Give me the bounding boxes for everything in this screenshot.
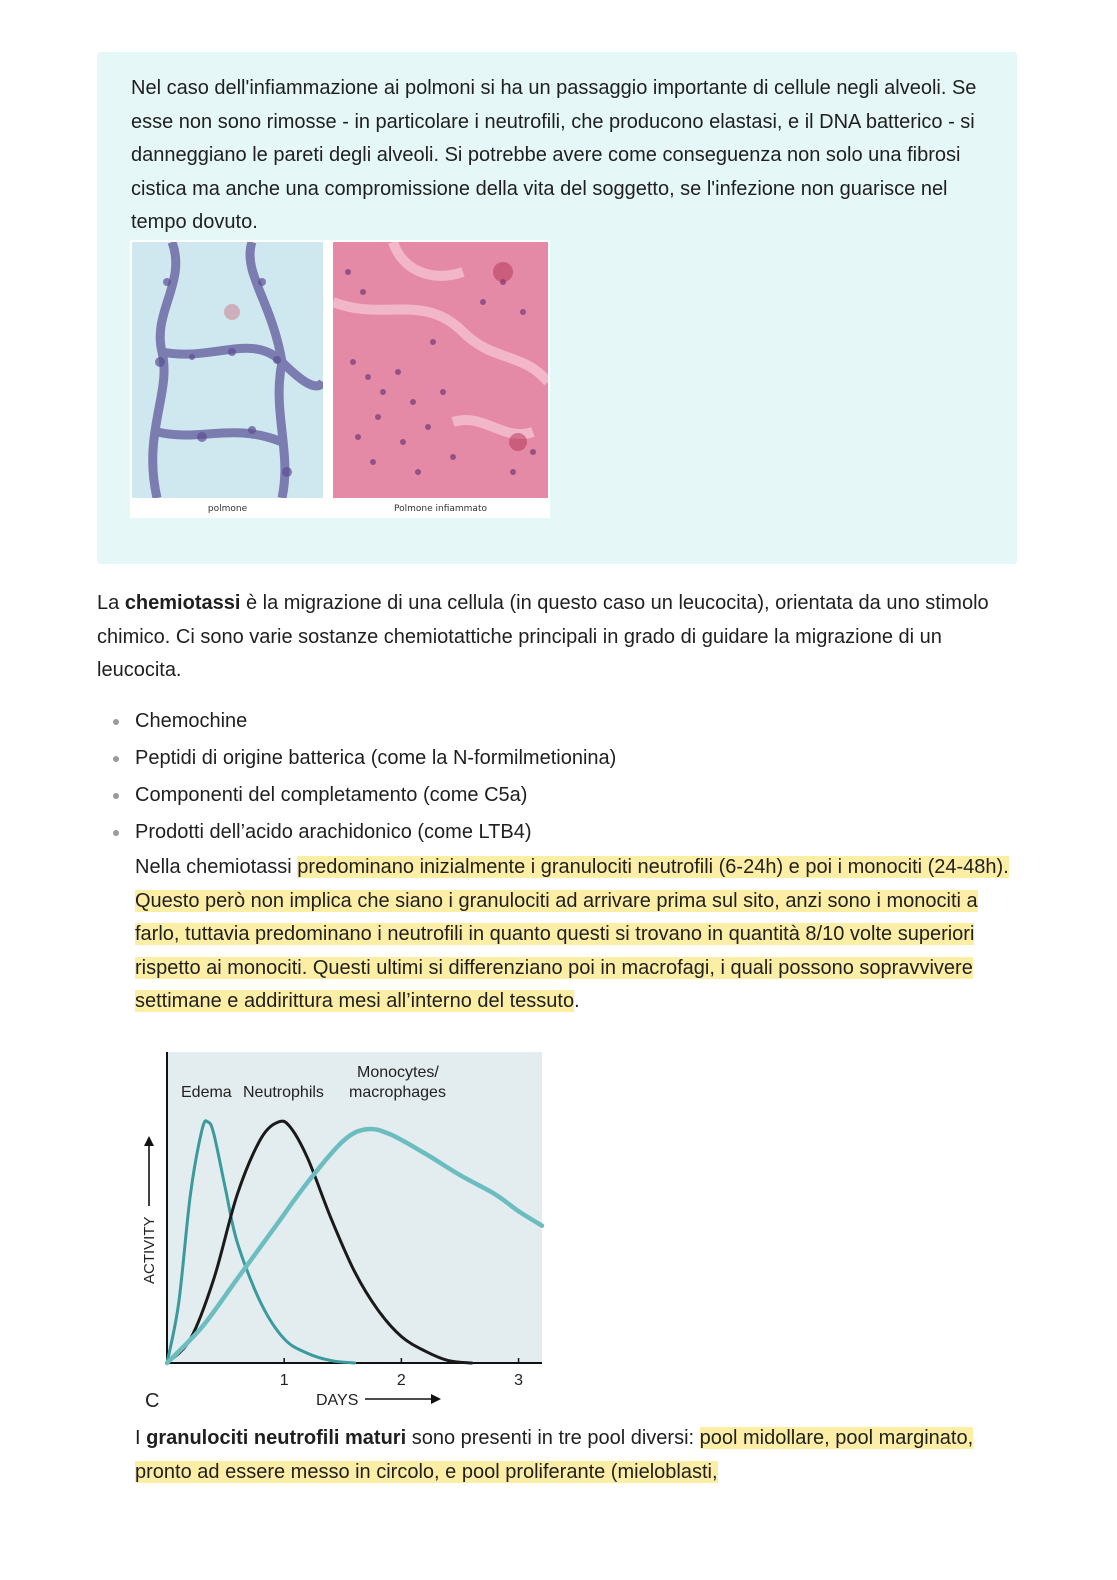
list-item-text: Chemochine <box>135 710 248 732</box>
highlighted-text: predominano inizialmente i granulociti neutrofili (6-24h) e poi i monociti (24-48h). Questo però non implica che siano i granulociti ad arrivare prima sul sito, anzi sono i monociti a farlo, tuttavia predominano i neutrofili in quanto questi si trovano in quantità 8/10 volte superiori rispetto ai monociti. Questi ultimi si differenziano poi in macrofagi, i quali possono sopravvivere settimane e addirittura mesi all’interno del tessuto <box>135 856 1009 1013</box>
y-axis-label-group <box>141 1136 158 1284</box>
chemiotassi-rest: è la migrazione di una cellula (in questo caso un leucocita), orientata da uno stimolo chimico. Ci sono varie sostanze chemiotattiche principali in grado di guidare la migrazione di un leucocita. <box>97 592 989 682</box>
bullet-dot <box>113 830 119 836</box>
nella-chemiotassi-paragraph <box>135 851 1025 1019</box>
y-axis-arrowhead <box>144 1136 154 1146</box>
histology-figure <box>130 240 550 518</box>
chemiotassi-term: chemiotassi <box>124 592 241 614</box>
x-tick-label: 3 <box>514 1372 524 1389</box>
granulociti-middle: sono presenti in tre pool diversi: <box>406 1427 700 1449</box>
granulociti-paragraph <box>135 1422 1025 1489</box>
y-axis-label: ACTIVITY <box>141 1216 158 1284</box>
legend-monocytes: Monocytes/ <box>357 1064 439 1081</box>
list-item <box>106 742 616 779</box>
legend-edema: Edema <box>181 1084 232 1101</box>
chart-svg <box>137 1052 547 1418</box>
bullet-dot <box>113 756 119 762</box>
chemiotassi-prefix: La <box>97 592 125 614</box>
highlighted-text: pool midollare, pool marginato, pronto ad essere messo in circolo, e pool proliferante (mieloblasti, <box>135 1427 974 1483</box>
bullet-dot <box>113 719 119 725</box>
legend-macrophages: macrophages <box>349 1084 446 1101</box>
inflammation-activity-chart <box>137 1052 547 1418</box>
callout-text: Nel caso dell'infiammazione ai polmoni si ha un passaggio importante di cellule negli alveoli. Se esse non sono rimosse - in particolare i neutrofili, che producono elastasi, e il DNA batterico - si danneggiano le pareti degli alveoli. Si potrebbe avere come conseguenza non solo una fibrosi cistica ma anche una compromissione della vita del soggetto, se l'infezione non guarisce nel tempo dovuto. <box>131 77 977 234</box>
list-item-text: Componenti del completamento (come C5a) <box>135 784 528 806</box>
normal-lung-image <box>132 242 323 498</box>
list-item <box>106 779 616 816</box>
chemiotassi-paragraph <box>97 587 1017 688</box>
inflamed-lung-image <box>333 242 548 498</box>
granulociti-prefix: I <box>135 1427 147 1449</box>
list-item <box>106 705 616 742</box>
image-caption-normal: polmone <box>207 504 248 514</box>
granulociti-term: granulociti neutrofili maturi <box>146 1427 407 1449</box>
nella-suffix: . <box>574 990 580 1013</box>
bullet-dot <box>113 793 119 799</box>
nella-prefix: Nella chemiotassi <box>135 856 298 878</box>
x-axis-arrowhead <box>431 1394 441 1404</box>
list-item-text: Prodotti dell’acido arachidonico (come LTB4) <box>135 821 532 843</box>
list-item <box>106 816 616 853</box>
x-tick-label: 1 <box>279 1372 289 1389</box>
callout-box <box>97 52 1017 564</box>
image-caption-inflamed: Polmone infiammato <box>394 504 487 514</box>
chemotactic-substances-list <box>106 705 616 853</box>
legend-neutrophils: Neutrophils <box>243 1084 324 1101</box>
x-tick-label: 2 <box>396 1372 406 1389</box>
panel-label: C <box>145 1390 160 1412</box>
list-item-text: Peptidi di origine batterica (come la N-formilmetionina) <box>135 747 617 769</box>
x-axis-label: DAYS <box>316 1392 359 1409</box>
